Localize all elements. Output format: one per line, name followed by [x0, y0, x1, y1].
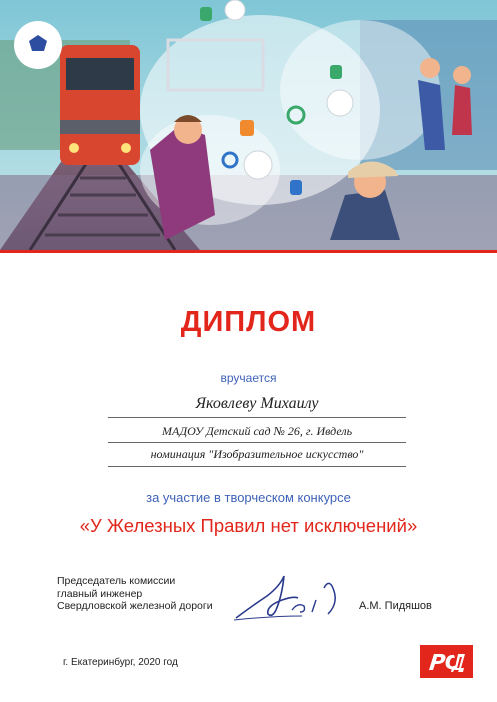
contest-name: «У Железных Правил нет исключений» [79, 515, 418, 536]
banner-divider [0, 250, 497, 253]
signer-name: А.М. Пидяшов [359, 600, 432, 612]
signatory-title [57, 575, 213, 613]
signatory-line-2: главный инженер [57, 587, 143, 600]
organization-text: МАДОУ Детский сад № 26, г. Ивдель [161, 424, 353, 438]
awarded-label: вручается [220, 371, 277, 385]
handwritten-signature-icon [232, 566, 352, 631]
rzd-logo-icon [420, 645, 473, 678]
recipient-underline [108, 417, 406, 418]
diploma-title: ДИПЛОМ [180, 306, 317, 338]
signatory-line-3: Свердловской железной дороги [57, 600, 213, 612]
illustration-banner [0, 0, 497, 250]
signatory-line-1: Председатель комиссии [57, 575, 176, 587]
participation-text: за участие в творческом конкурсе [146, 490, 351, 505]
organization-underline [108, 442, 406, 443]
nomination-text: номинация "Изобразительное искусство" [150, 447, 364, 461]
nomination-underline [108, 466, 406, 467]
recipient-name: Яковлеву Михаилу [195, 395, 319, 412]
place-date: г. Екатеринбург, 2020 год [63, 657, 178, 668]
